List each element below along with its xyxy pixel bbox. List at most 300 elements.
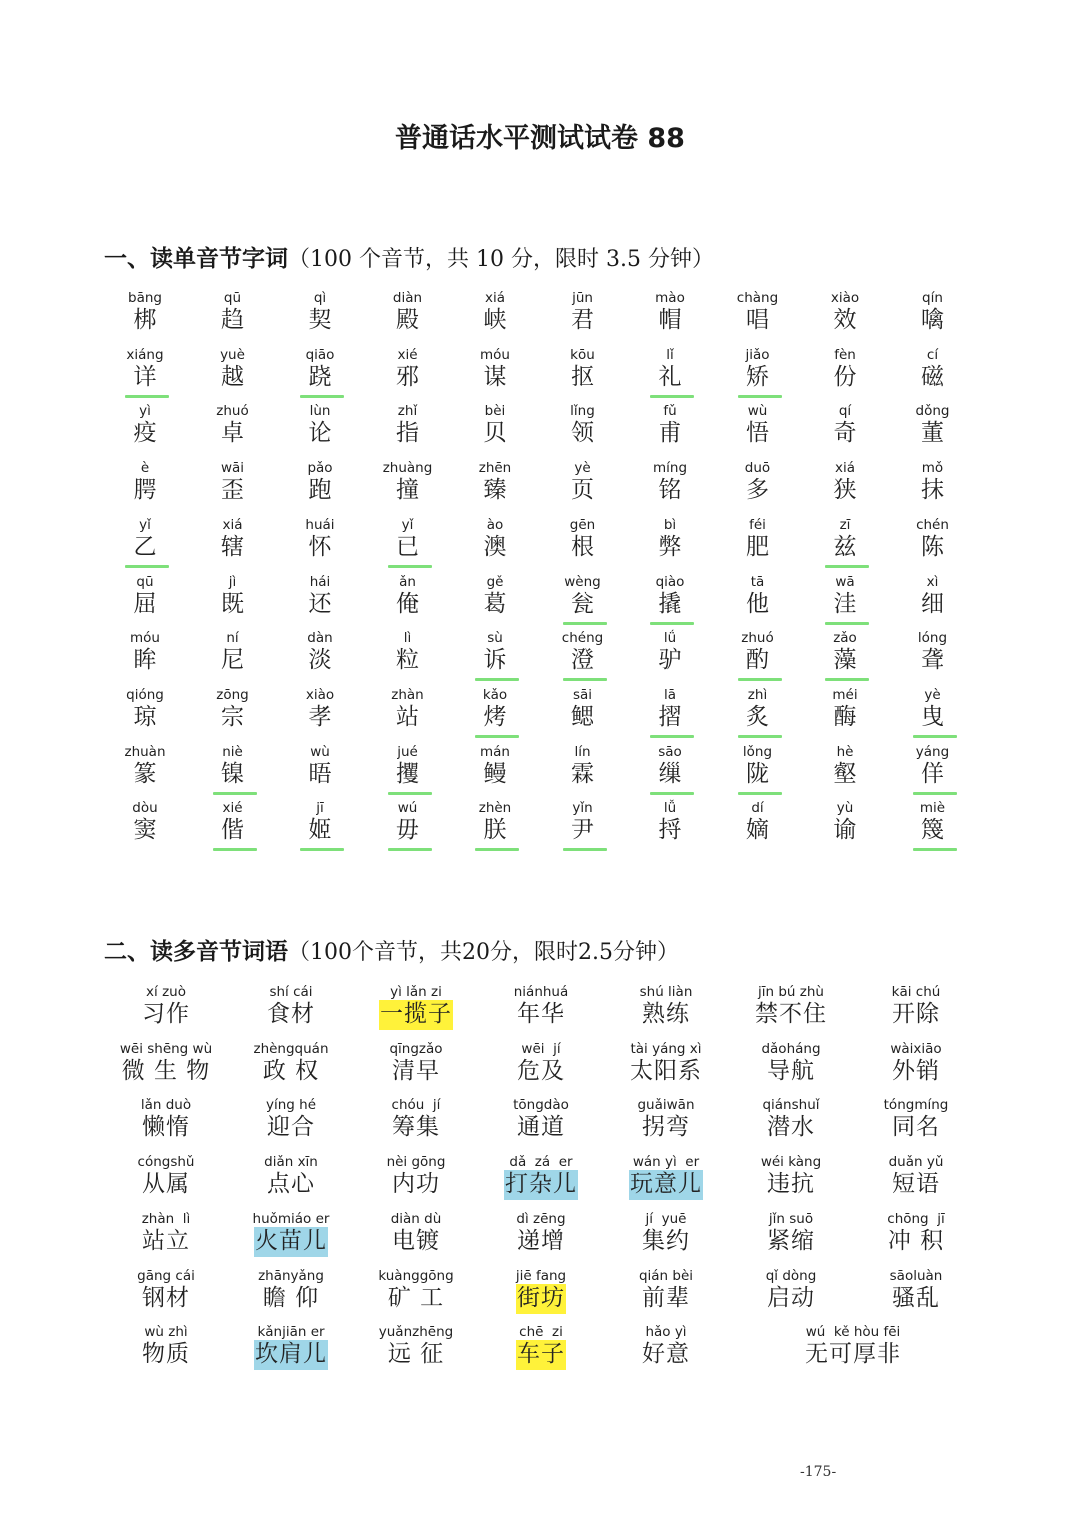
word: 习作 (142, 1001, 190, 1027)
pinyin: pǎo (307, 460, 333, 477)
syllable-cell (285, 347, 355, 393)
syllable-cell (548, 347, 618, 393)
underline-mark (388, 848, 432, 851)
syllable-cell (198, 403, 268, 449)
syllable-cell (285, 800, 355, 846)
hanzi: 谕 (833, 817, 857, 844)
syllable-cell (198, 347, 268, 393)
pinyin: lǐ (666, 346, 674, 363)
hanzi: 既 (221, 590, 244, 617)
syllable-cell (635, 687, 705, 733)
hanzi: 卓 (221, 420, 244, 447)
underline-mark (913, 735, 957, 738)
syllable-cell (198, 630, 268, 676)
word: 危及 (517, 1057, 565, 1084)
pinyin: lín (574, 743, 591, 760)
word-cell (226, 1097, 356, 1143)
syllable-cell (898, 460, 968, 506)
word-cell (601, 1097, 731, 1143)
pinyin: féi (749, 516, 766, 533)
word: 迎合 (267, 1114, 315, 1141)
syllable-cell (373, 744, 443, 790)
syllable-cell (898, 744, 968, 790)
word: 潜水 (767, 1114, 815, 1141)
syllable-cell (285, 517, 355, 563)
underline-mark (825, 622, 869, 625)
pinyin: kāi chú (891, 984, 941, 1000)
word: 电镀 (392, 1227, 440, 1254)
pinyin: lóng (917, 630, 948, 647)
hanzi: 葛 (483, 590, 507, 617)
syllable-cell (373, 630, 443, 676)
pinyin: qǐ dòng (765, 1267, 817, 1284)
syllable-cell (723, 630, 793, 676)
pinyin: mào (655, 290, 685, 306)
pinyin: méi (832, 686, 858, 703)
pinyin: yíng hé (265, 1097, 317, 1114)
pinyin: duō (744, 460, 771, 477)
pinyin: qū (223, 290, 242, 306)
syllable-cell (460, 460, 530, 506)
hanzi: 帽 (658, 307, 682, 333)
word-cell (851, 984, 981, 1030)
word: 清早 (392, 1057, 440, 1084)
word: 瞻 仰 (262, 1284, 320, 1311)
underline-mark (475, 848, 519, 851)
syllable-cell (810, 347, 880, 393)
syllable-cell (898, 403, 968, 449)
pinyin: diàn (392, 290, 423, 306)
syllable-cell (373, 290, 443, 336)
pinyin: ní (226, 630, 239, 647)
hanzi: 烤 (483, 703, 507, 730)
highlighted-word: 打杂儿 (504, 1170, 578, 1200)
underline-mark (738, 735, 782, 738)
pinyin: xiào (305, 686, 335, 703)
pinyin: tōngdào (513, 1097, 569, 1114)
word: 导航 (767, 1057, 815, 1084)
hanzi: 尹 (571, 817, 594, 844)
syllable-cell (810, 290, 880, 336)
pinyin: xiá (834, 460, 855, 477)
hanzi: 撬 (658, 590, 682, 617)
syllable-cell (723, 290, 793, 336)
syllable-cell (110, 517, 180, 563)
syllable-cell (285, 574, 355, 620)
pinyin: kuànggōng (378, 1267, 454, 1284)
syllable-cell (810, 687, 880, 733)
word: 熟练 (642, 1001, 690, 1027)
hanzi: 噙 (921, 307, 944, 333)
syllable-cell (898, 290, 968, 336)
syllable-cell (285, 460, 355, 506)
underline-mark (650, 622, 694, 625)
pinyin: xié (222, 800, 243, 817)
pinyin: fǔ (663, 403, 677, 420)
hanzi: 酌 (746, 647, 769, 674)
syllable-cell (548, 744, 618, 790)
hanzi: 鳃 (571, 703, 594, 730)
word-cell (351, 1211, 481, 1257)
hanzi: 抠 (571, 363, 594, 390)
hanzi: 毋 (396, 817, 419, 844)
word-cell (226, 1324, 356, 1370)
syllable-cell (548, 630, 618, 676)
word: 禁不住 (755, 1001, 827, 1027)
pinyin: dàn (307, 630, 333, 647)
word-cell (101, 1097, 231, 1143)
word: 拐弯 (642, 1114, 690, 1141)
pinyin: gāng cái (137, 1267, 195, 1284)
pinyin: cí (926, 346, 939, 363)
pinyin: xí zuò (146, 984, 186, 1000)
word: 年华 (517, 1001, 565, 1027)
word-cell (476, 1097, 606, 1143)
syllable-cell (285, 744, 355, 790)
pinyin: lǚ (663, 800, 677, 817)
pinyin: miè (919, 800, 946, 817)
hanzi: 屈 (133, 590, 157, 617)
pinyin: diǎn xīn (264, 1154, 318, 1171)
word-cell (226, 1268, 356, 1314)
syllable-cell (198, 744, 268, 790)
hanzi: 已 (396, 533, 419, 560)
syllable-cell (110, 574, 180, 620)
pinyin: yǐn (572, 800, 593, 817)
pinyin: kǎo (482, 686, 508, 703)
hanzi: 他 (746, 590, 769, 617)
pinyin: zhēn (478, 460, 512, 477)
hanzi: 篾 (921, 817, 944, 844)
syllable-cell (635, 347, 705, 393)
syllable-cell (460, 517, 530, 563)
word: 违抗 (767, 1171, 815, 1198)
hanzi: 还 (308, 590, 332, 617)
syllable-cell (198, 460, 268, 506)
word: 开除 (892, 1001, 940, 1027)
word-cell (851, 1154, 981, 1200)
pinyin: yè (924, 686, 941, 703)
pinyin: hǎo yì (645, 1324, 687, 1341)
syllable-cell (285, 403, 355, 449)
syllable-cell (898, 800, 968, 846)
pinyin: nèi gōng (386, 1154, 446, 1171)
pinyin: wā (835, 573, 855, 590)
pinyin: jiǎo (745, 346, 770, 363)
hanzi: 澄 (571, 647, 594, 674)
hanzi: 淡 (308, 647, 332, 674)
hanzi: 细 (921, 590, 944, 617)
underline-mark (300, 848, 344, 851)
pinyin: gě (486, 573, 504, 590)
syllable-cell (373, 800, 443, 846)
hanzi: 洼 (833, 590, 857, 617)
pinyin: zhuàn (124, 743, 166, 760)
underline-mark (563, 848, 607, 851)
word: 微 生 物 (121, 1057, 211, 1084)
pinyin: mán (480, 743, 510, 760)
hanzi: 奇 (833, 420, 857, 447)
pinyin: móu (480, 346, 510, 363)
word-cell (726, 984, 856, 1030)
syllable-cell (635, 744, 705, 790)
syllable-cell (898, 347, 968, 393)
pinyin: dí (751, 800, 764, 817)
hanzi: 霖 (571, 760, 594, 787)
word: 懒惰 (142, 1114, 190, 1141)
pinyin: yù (836, 800, 854, 817)
word-cell (351, 1041, 481, 1087)
pinyin: jī (316, 800, 324, 817)
highlighted-word: 街坊 (516, 1284, 566, 1314)
pinyin: wù (747, 403, 768, 420)
hanzi: 谋 (483, 363, 507, 390)
pinyin: zhì (747, 686, 768, 703)
pinyin: jiē fang (515, 1267, 567, 1284)
pinyin: yè (574, 460, 591, 477)
syllable-cell (635, 460, 705, 506)
hanzi: 澳 (483, 533, 507, 560)
pinyin: duǎn yǔ (888, 1154, 944, 1171)
underline-mark (125, 565, 169, 568)
word-cell (726, 1097, 856, 1143)
word: 启动 (767, 1284, 815, 1311)
word: 远 征 (387, 1341, 445, 1368)
hanzi: 攫 (396, 760, 419, 787)
section2-heading (104, 933, 679, 966)
hanzi: 镍 (221, 760, 244, 787)
hanzi: 尼 (221, 647, 244, 674)
syllable-cell (198, 800, 268, 846)
word: 通道 (517, 1114, 565, 1141)
syllable-cell (110, 744, 180, 790)
word: 短语 (892, 1171, 940, 1198)
syllable-cell (110, 630, 180, 676)
pinyin: qióng (126, 686, 164, 703)
underline-mark (650, 792, 694, 795)
pinyin: wēi jí (521, 1040, 561, 1057)
hanzi: 抹 (921, 477, 944, 504)
syllable-cell (723, 347, 793, 393)
underline-mark (213, 792, 257, 795)
pinyin: zhuàng (382, 460, 433, 477)
syllable-cell (198, 574, 268, 620)
pinyin: dǒng (915, 403, 950, 420)
word-cell (601, 1211, 731, 1257)
hanzi: 鳗 (483, 760, 507, 787)
syllable-cell (460, 800, 530, 846)
syllable-cell (373, 574, 443, 620)
syllable-cell (548, 460, 618, 506)
syllable-cell (635, 630, 705, 676)
pinyin: wèng (564, 573, 601, 590)
word: 前辈 (642, 1284, 690, 1311)
pinyin: chén (916, 516, 949, 533)
hanzi: 董 (921, 420, 944, 447)
pinyin: hái (309, 573, 331, 590)
hanzi: 聋 (921, 647, 944, 674)
word: 同名 (892, 1114, 940, 1141)
pinyin: qiào (655, 573, 685, 590)
highlighted-word: 玩意儿 (629, 1170, 703, 1200)
pinyin: lā (663, 686, 677, 703)
syllable-cell (898, 517, 968, 563)
word-cell (101, 1324, 231, 1370)
hanzi: 篆 (133, 760, 157, 787)
syllable-cell (460, 744, 530, 790)
hanzi: 陇 (746, 760, 769, 787)
pinyin: qiánshuǐ (762, 1097, 820, 1114)
word-cell (601, 1154, 731, 1200)
pinyin: wù zhì (144, 1324, 188, 1341)
syllable-cell (460, 630, 530, 676)
syllable-cell (110, 460, 180, 506)
word-cell (476, 984, 606, 1030)
pinyin: jūn (572, 290, 593, 306)
hanzi: 辖 (221, 533, 244, 560)
underline-mark (650, 735, 694, 738)
pinyin: guǎiwān (637, 1097, 695, 1114)
hanzi: 臻 (483, 477, 507, 504)
pinyin: qí (838, 403, 852, 420)
hanzi: 矫 (746, 363, 769, 390)
section2-title: 二、读多音节词语 (104, 939, 288, 965)
hanzi: 弊 (658, 533, 682, 560)
word-cell (851, 1041, 981, 1087)
syllable-cell (373, 403, 443, 449)
word: 递增 (517, 1227, 565, 1254)
pinyin: è (140, 460, 150, 477)
hanzi: 效 (833, 307, 857, 333)
hanzi: 悟 (746, 420, 769, 447)
pinyin: xiá (222, 516, 243, 533)
word-cell (726, 1154, 856, 1200)
pinyin: tài yáng xì (630, 1040, 702, 1057)
word: 骚乱 (892, 1284, 940, 1311)
underline-mark (913, 848, 957, 851)
word-cell (226, 1041, 356, 1087)
pinyin: tā (750, 573, 765, 590)
hanzi: 摺 (658, 703, 682, 730)
underline-mark (563, 678, 607, 681)
word: 紧缩 (767, 1227, 815, 1254)
section2-note: （100个音节，共20分，限时2.5分钟） (288, 940, 679, 965)
hanzi: 磁 (921, 363, 944, 390)
syllable-cell (285, 630, 355, 676)
syllable-cell (548, 290, 618, 336)
hanzi: 跷 (308, 363, 332, 390)
pinyin: lǐng (570, 403, 595, 420)
pinyin: sāo (658, 743, 682, 760)
word: 无可厚非 (805, 1341, 901, 1368)
section1-title: 一、读单音节字词 (104, 246, 288, 272)
pinyin: wán yì er (632, 1154, 700, 1171)
pinyin: dì zēng (516, 1210, 566, 1227)
word: 好意 (642, 1341, 690, 1368)
pinyin: móu (130, 630, 160, 647)
pinyin: bèi (484, 403, 506, 420)
syllable-cell (898, 687, 968, 733)
word-cell (351, 1154, 481, 1200)
pinyin: shú liàn (639, 984, 693, 1000)
syllable-cell (110, 403, 180, 449)
word-cell (726, 1211, 856, 1257)
pinyin: wú kě hòu fēi (805, 1324, 901, 1341)
pinyin: xiào (830, 290, 860, 306)
word-cell (476, 1324, 606, 1370)
pinyin: lùn (309, 403, 331, 420)
syllable-cell (373, 347, 443, 393)
hanzi: 朕 (483, 817, 507, 844)
hanzi: 根 (571, 533, 594, 560)
hanzi: 肥 (746, 533, 769, 560)
hanzi: 契 (308, 307, 332, 333)
hanzi: 铭 (658, 477, 682, 504)
pinyin: chàng (736, 290, 779, 306)
hanzi: 缫 (658, 760, 682, 787)
hanzi: 晤 (308, 760, 332, 787)
pinyin: zhānyǎng (258, 1267, 324, 1284)
page-number: -175- (800, 1464, 837, 1480)
syllable-cell (810, 517, 880, 563)
pinyin: qín (922, 290, 943, 306)
pinyin: wàixiāo (890, 1040, 942, 1057)
underline-mark (300, 395, 344, 398)
pinyin: xiáng (126, 346, 164, 363)
pinyin: xié (397, 346, 418, 363)
pinyin: wéi kàng (760, 1154, 822, 1171)
pinyin: wù (310, 743, 330, 760)
syllable-cell (898, 630, 968, 676)
hanzi: 俺 (396, 590, 419, 617)
syllable-cell (373, 517, 443, 563)
pinyin: tóngmíng (883, 1097, 949, 1114)
hanzi: 礼 (658, 363, 682, 390)
word: 钢材 (142, 1284, 190, 1311)
pinyin: chóu jí (391, 1097, 441, 1114)
pinyin: zhǐ (397, 403, 418, 420)
hanzi: 梆 (133, 307, 157, 333)
pinyin: kǎnjiān er (257, 1324, 325, 1341)
pinyin: huái (305, 516, 335, 533)
syllable-cell (373, 687, 443, 733)
pinyin: dǎ zá er (509, 1154, 573, 1171)
hanzi: 眸 (133, 647, 157, 674)
word-cell (851, 1211, 981, 1257)
word-cell (851, 1097, 981, 1143)
syllable-cell (460, 574, 530, 620)
word-cell (601, 984, 731, 1030)
hanzi: 贝 (483, 420, 507, 447)
syllable-cell (548, 517, 618, 563)
word-cell (726, 1268, 856, 1314)
hanzi: 琼 (133, 703, 157, 730)
word: 外销 (892, 1057, 940, 1084)
syllable-cell (723, 517, 793, 563)
pinyin: shí cái (269, 984, 313, 1000)
pinyin: zhèn (478, 800, 512, 817)
syllable-cell (110, 290, 180, 336)
underline-mark (388, 565, 432, 568)
pinyin: qīngzǎo (389, 1040, 443, 1057)
word-cell (101, 1041, 231, 1087)
syllable-cell (723, 460, 793, 506)
pinyin: yuǎnzhēng (378, 1324, 454, 1341)
word-cell (101, 1154, 231, 1200)
hanzi: 怀 (308, 533, 332, 560)
word: 从属 (142, 1171, 190, 1198)
hanzi: 殿 (396, 307, 419, 333)
